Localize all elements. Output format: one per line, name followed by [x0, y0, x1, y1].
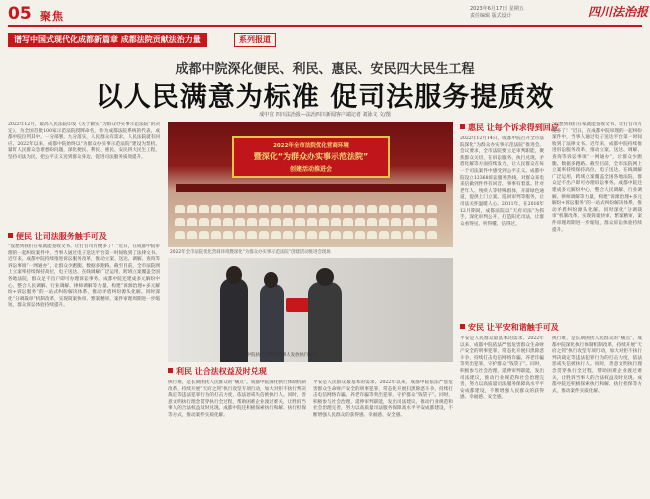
meeting-photo [168, 122, 453, 247]
bianmin-body: “没想到我们在家就能签收文书，让打官司方便多了！”近日，在成都中院审理的一起纠纷案件中，当事人通过电子送达平台第一时间收到了法律文书。近年来，成都中院持续推进诉讼服务改革，推动立案、送达、调解、查询等诉讼事项“一网通办”，让群众少跑腿、数据多跑路。截至目前，全市法院网上立案率持续保持高位，电子送达、在线调解广泛运用，跨域立案覆盖全国各地法院，群众足不出户即可办理诉讼事务。成都中院还建成多元解纷中心，整合人民调解、行业调解、律师调解等力量，构建“诉源治理+多元解纷+诉讼服务”的一站式纠纷解决体系，推动矛盾纠纷源头化解。同时深化“分调裁审”机制改革，实现简案快审、繁案精审，案件审理周期进一步缩短，群众诉讼体验持续提升。 [8, 244, 160, 309]
bianmin-body-continued: “没想到我们在家就能签收文书，让打官司方便多了！”近日，在成都中院审理的一起纠纷案件中，当事人通过电子送达平台第一时间收到了法律文书。近年来，成都中院持续推进诉讼服务改革，推动立案、送达、调解、查询等诉讼事项“一网通办”，让群众少跑腿、数据多跑路。截至目前，全市法院网上立案率持续保持高位，电子送达、在线调解广泛运用，跨域立案覆盖全国各地法院，群众足不出户即可办理诉讼事务。成都中院还建成多元解纷中心，整合人民调解、行业调解、律师调解等力量，构建“诉源治理+多元解纷+诉讼服务”的一站式纠纷解决体系，推动矛盾纠纷源头化解。同时深化“分调裁审”机制改革，实现简案快审、繁案精审，案件审理周期进一步缩短，群众诉讼体验持续提升。 [552, 122, 642, 233]
screen-line-1: 2022年全市法院优化营商环境 [273, 143, 349, 149]
issue-editor: 责任编辑 版式设计 [470, 13, 512, 19]
bullet-square-icon [460, 324, 465, 329]
bianmin-title: 便民 让司法服务触手可及 [16, 232, 107, 241]
handover-photo [168, 258, 453, 362]
main-headline: 以人民满意为标准 促司法服务提质效 [95, 82, 555, 113]
recipient-figure [308, 282, 342, 362]
officer-figure-1 [220, 278, 248, 362]
screen-line-3: 创建活动推进会 [289, 166, 332, 173]
section-name: 聚焦 [40, 10, 64, 23]
huimin-body-a: 2022年12月14日，成都中院召开全市法院深化“为群众办实事示范法院”推进会。会议要求，全市法院要立足审判职能，聚焦群众关切，在诉讼服务、执行兑现、矛盾化解等方面持续发力，让人民群众在每一个司法案件中感受到公平正义。成都中院设立12368诉讼服务热线，对群众来电来信做到件件有回音、事事有着落。针对老年人、残疾人等特殊群体，开辟绿色通道，提供上门立案、巡回审判等服务，让司法关怀温暖人心。2011年，在2016年12月期间，成都法院以“天府司法”为抓手，深化审判公开，打造阳光司法，让群众看得见、听得懂、信得过。 [460, 136, 544, 227]
series-tag: 系列报道 [234, 33, 276, 47]
screen-line-2: 暨深化“为群众办实事示范法院” [253, 152, 369, 161]
bullet-square-icon [168, 368, 173, 373]
anmin-title: 安民 让平安和谐触手可及 [468, 323, 559, 332]
stage-table [176, 184, 446, 192]
photo2-caption: 成都中院执行干警为当事人发放执行案款 [238, 353, 318, 358]
page-number: 05 [8, 4, 32, 24]
anmin-body-excerpt: 平安是人民群众最基本的需求。2022年以来，成都中院依法严惩危害群众生命财产安全的刑事犯罪，常态化开展扫黑除恶斗争，持续打击电信网络诈骗、养老诈骗等突出犯罪，守护群众“钱袋子”。同时，积极参与社会治理，延伸审判职能，发出司法建议，推动行业规范和社会治理完善，努力以高质量司法服务保障高水平平安成都建设，不断增强人民群众的获得感、幸福感、安全感。 [313, 380, 453, 418]
officer-head-2 [264, 272, 278, 288]
series-banner: 谱写中国式现代化成都新篇章 成都法院贡献法治力量 [8, 33, 207, 47]
limin-body-left: 执行难，是长期困扰人民群众的“痛点”。成都中院深化执行体制机制改革，持续开展“天府之剑”执行攻坚专项行动，加大对拒不执行判决裁定等违法犯罪行为的打击力度，依法惩戒失信被执行人。同时，善意文明执行理念贯穿执行全过程，帮助困难企业渡过难关，让胜诉当事人的合法权益及时兑现。成都中院还积极探索执行和解、执行担保等方式，推动案件实质化解。 [168, 380, 306, 418]
anmin-subhead [460, 322, 559, 333]
huimin-title: 惠民 让每个诉求得到回应 [468, 123, 559, 132]
meeting-screen [232, 136, 390, 178]
masthead-logo: 四川法治报 [588, 5, 649, 19]
anmin-body-b: 执行难，是长期困扰人民群众的“痛点”。成都中院深化执行体制机制改革，持续开展“天府之剑”执行攻坚专项行动，加大对拒不执行判决裁定等违法犯罪行为的打击力度，依法惩戒失信被执行人。同时，善意文明执行理念贯穿执行全过程，帮助困难企业渡过难关，让胜诉当事人的合法权益及时兑现。成都中院还积极探索执行和解、执行担保等方式，推动案件实质化解。 [552, 336, 642, 394]
anmin-body-a: 平安是人民群众最基本的需求。2022年以来，成都中院依法严惩危害群众生命财产安全的刑事犯罪，常态化开展扫黑除恶斗争，持续打击电信网络诈骗、养老诈骗等突出犯罪，守护群众“钱袋子”。同时，积极参与社会治理，延伸审判职能，发出司法建议，推动行业规范和社会治理完善，努力以高质量司法服务保障高水平平安成都建设，不断增强人民群众的获得感、幸福感、安全感。 [460, 336, 544, 401]
limin-subhead [168, 366, 267, 377]
header-rule [8, 25, 642, 27]
bullet-square-icon [460, 124, 465, 129]
issue-date: 2023年6月17日 星期五 [470, 6, 524, 12]
huimin-subhead [460, 122, 559, 133]
limin-body-right [313, 380, 453, 494]
intro-paragraph: 2022年12月，最高人民法院印发《关于做实“为群众办实事示范法院”的决定》，为全国首批100家示范法院授牌命名，作为成都法院系统的代表，成都中院位列其中。一分部署，九分落实，人民群众有需求，人民法院就有回应。2022年以来，成都中院始终以“为群众办实事示范法院”建设为契机，紧盯人民群众急难愁盼问题，深化便民、利民、惠民、安民四大民生工程，坚持司法为民，把公平正义送到群众身边，促进司法服务质效提升。 [8, 122, 160, 160]
kicker-headline: 成都中院深化便民、利民、惠民、安民四大民生工程 [175, 62, 475, 77]
officer-figure-2 [260, 284, 284, 362]
limin-title: 利民 让合法权益及时兑现 [176, 367, 267, 376]
officer-head-1 [226, 266, 242, 284]
byline: 成中宣 四川法治报—法治四川新闻客户端记者 刘泳文 文/图 [259, 112, 391, 118]
audience-seats [174, 198, 450, 233]
photo1-caption: 2022年全市法院优化营商环境暨深化“为群众办实事示范法院”创建活动推进会现场 [170, 250, 331, 255]
bullet-square-icon [8, 233, 13, 238]
recipient-head [316, 268, 334, 286]
bianmin-subhead [8, 231, 107, 242]
issue-meta [470, 6, 580, 20]
